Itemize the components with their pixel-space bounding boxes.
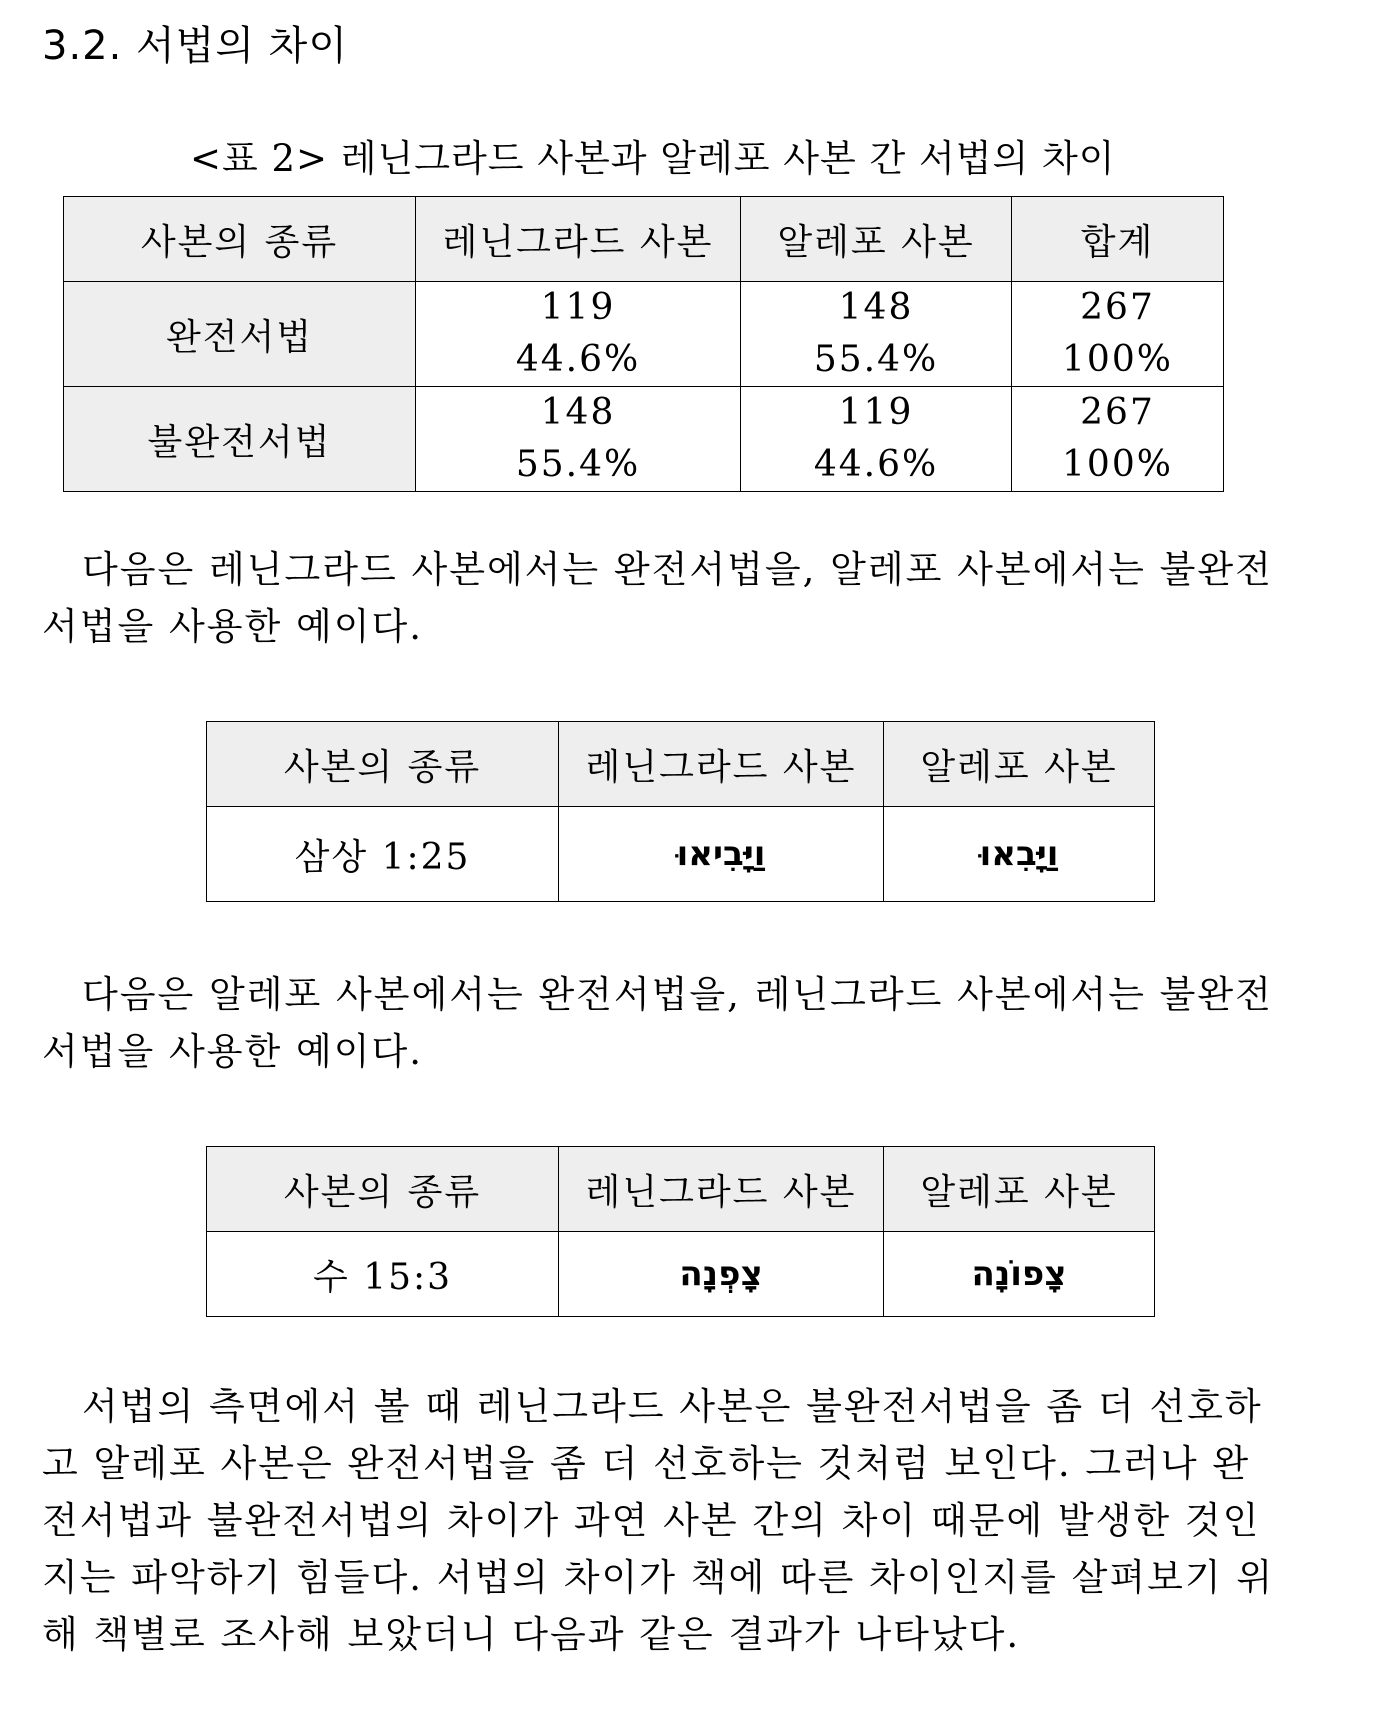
hebrew-word-leningrad: צָפְנָה <box>559 1232 884 1317</box>
table-cell <box>1012 387 1224 492</box>
body-paragraph: 다음은 알레포 사본에서는 완전서법을, 레닌그라드 사본에서는 불완전서법을 사용한 예이다. <box>42 973 1273 1073</box>
table-cell <box>741 282 1012 387</box>
table-cell <box>741 387 1012 492</box>
column-header: 알레포 사본 <box>741 197 1012 282</box>
count-value: 267 <box>1080 287 1155 328</box>
section-title: 3.2. 서법의 차이 <box>42 23 348 69</box>
body-paragraph: 서법의 측면에서 볼 때 레닌그라드 사본은 불완전서법을 좀 더 선호하고 알레포 사본은 완전서법을 좀 더 선호하는 것처럼 보인다. 그러나 완전서법과 불완전서법의 차이가 과연 사본 간의 차이 때문에 발생한 것인지는 파악하기 힘들다. 서법의 차이가 책에 따른 차이인지를 살펴보기 위해 책별로 조사해 보았더니 다음과 같은 결과가 나타났다. <box>42 1385 1275 1656</box>
count-value: 148 <box>540 392 616 433</box>
column-header: 레닌그라드 사본 <box>416 197 741 282</box>
column-header: 사본의 종류 <box>64 197 416 282</box>
table-cell <box>416 282 741 387</box>
table-cell <box>1012 282 1224 387</box>
hebrew-word-aleppo: צָפוֹנָה <box>884 1232 1155 1317</box>
table-row <box>207 807 1155 902</box>
percent-value: 44.6% <box>515 339 641 380</box>
table-cell <box>416 387 741 492</box>
table-row <box>207 1232 1155 1317</box>
verse-reference: 삼상 1:25 <box>207 807 559 902</box>
column-header: 사본의 종류 <box>207 722 559 807</box>
percent-value: 100% <box>1062 339 1173 380</box>
column-header: 사본의 종류 <box>207 1147 559 1232</box>
table-header-row <box>207 1147 1155 1232</box>
hebrew-word-leningrad: וַיָּבִיאוּ <box>559 807 884 902</box>
count-value: 119 <box>540 287 616 328</box>
table-header-row <box>64 197 1224 282</box>
table-caption: <표 2> 레닌그라드 사본과 알레포 사본 간 서법의 차이 <box>190 137 1116 180</box>
count-value: 119 <box>838 392 914 433</box>
table-row <box>64 387 1224 492</box>
body-paragraph: 다음은 레닌그라드 사본에서는 완전서법을, 알레포 사본에서는 불완전서법을 사용한 예이다. <box>42 548 1273 648</box>
column-header: 알레포 사본 <box>884 1147 1155 1232</box>
table-row <box>64 282 1224 387</box>
percent-value: 55.4% <box>813 339 939 380</box>
example-table-1 <box>206 721 1155 902</box>
example-table-2 <box>206 1146 1155 1317</box>
percent-value: 44.6% <box>813 444 939 485</box>
row-header: 불완전서법 <box>64 387 416 492</box>
verse-reference: 수 15:3 <box>207 1232 559 1317</box>
count-value: 148 <box>838 287 914 328</box>
column-header: 알레포 사본 <box>884 722 1155 807</box>
orthography-summary-table <box>63 196 1224 492</box>
percent-value: 55.4% <box>515 444 641 485</box>
row-header: 완전서법 <box>64 282 416 387</box>
count-value: 267 <box>1080 392 1155 433</box>
column-header: 레닌그라드 사본 <box>559 722 884 807</box>
column-header: 합계 <box>1012 197 1224 282</box>
column-header: 레닌그라드 사본 <box>559 1147 884 1232</box>
hebrew-word-aleppo: וַיָּבִאוּ <box>884 807 1155 902</box>
table-header-row <box>207 722 1155 807</box>
percent-value: 100% <box>1062 444 1173 485</box>
